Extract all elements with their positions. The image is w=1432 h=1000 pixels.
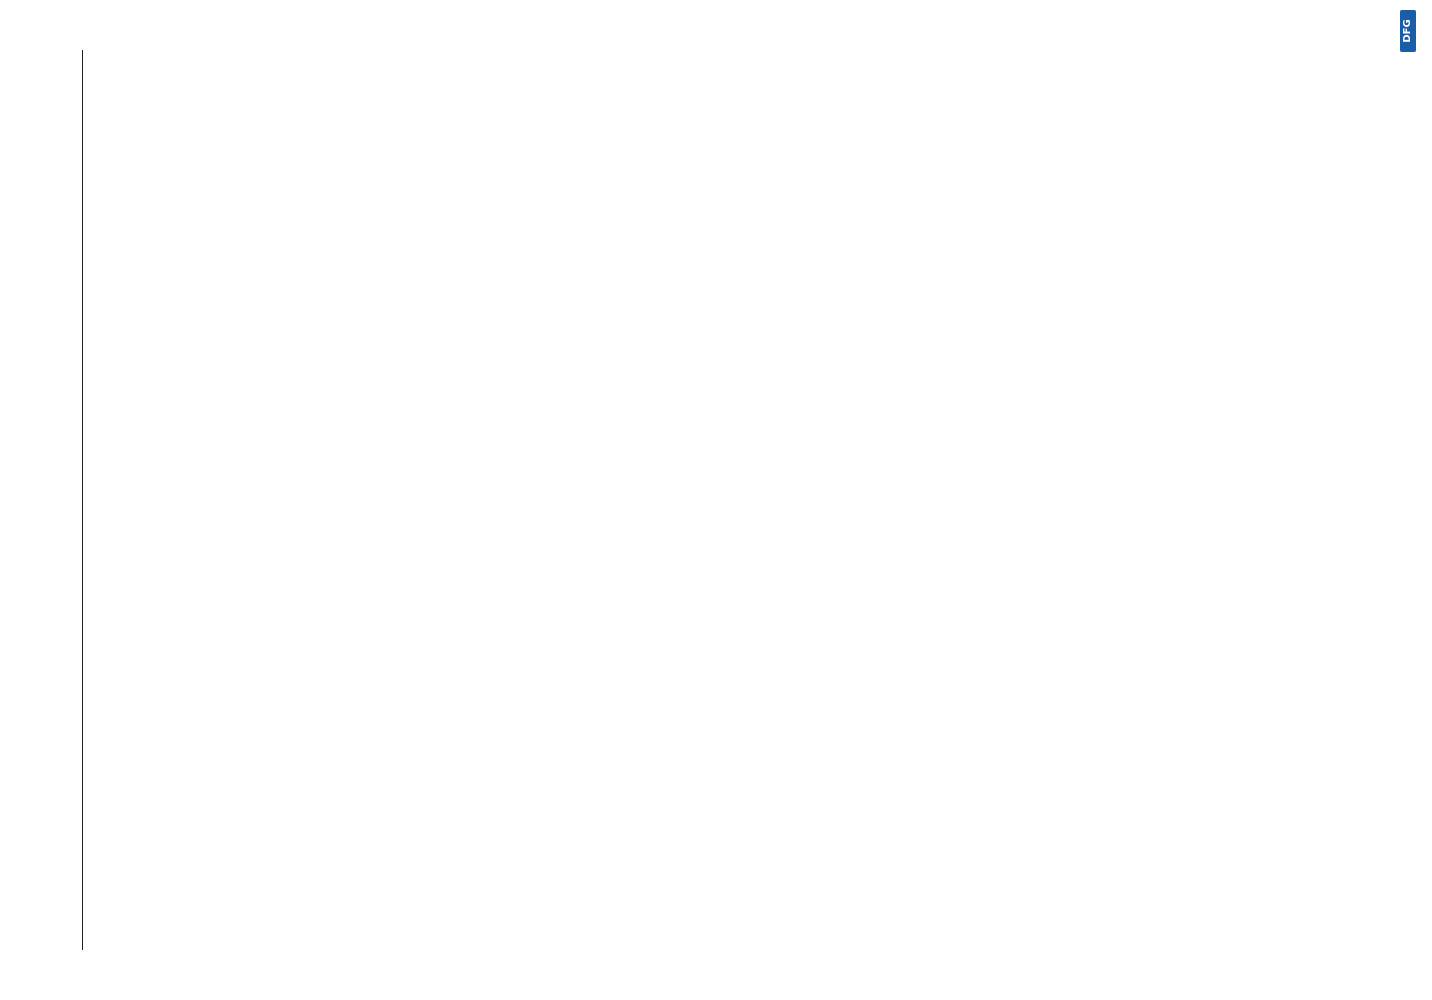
running-header xyxy=(40,50,83,950)
text-column-left xyxy=(102,430,1384,925)
rotated-page-scan xyxy=(40,30,1390,980)
credit-text xyxy=(1406,10,1422,978)
dfg-logo: DFG xyxy=(1400,10,1416,52)
text-column-right xyxy=(102,0,1384,340)
digitization-credit xyxy=(1400,10,1428,978)
